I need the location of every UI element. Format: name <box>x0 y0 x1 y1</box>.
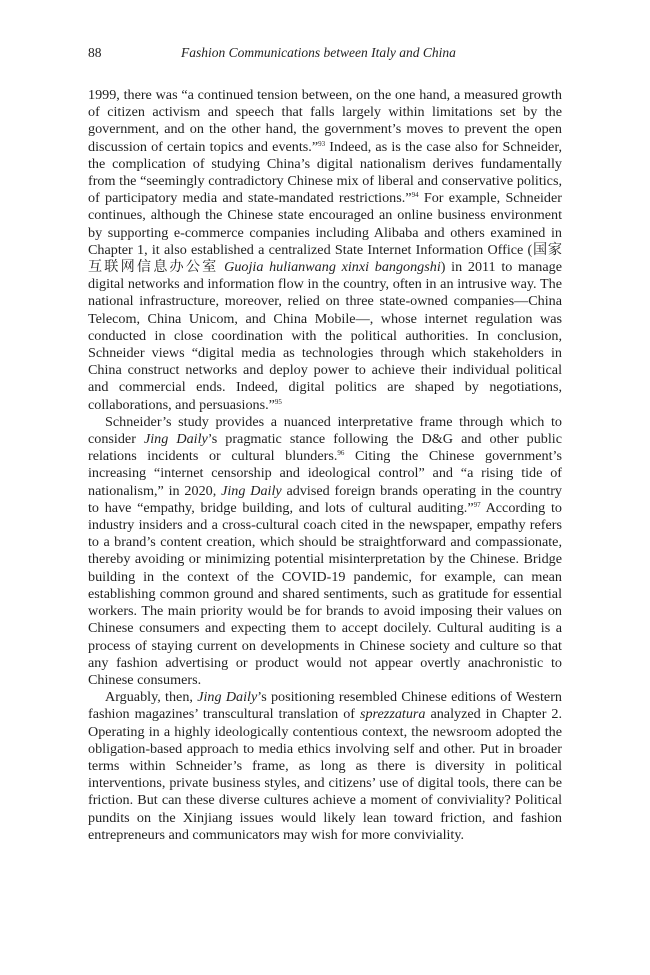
footnote-marker: 95 <box>274 397 282 406</box>
text-run: Arguably, then, <box>105 689 198 706</box>
text-run: Schneider’s study provides a nuanced interpretative frame through which to consider <box>88 413 562 448</box>
italic-text: sprezzatura <box>359 706 426 723</box>
paragraph <box>88 87 562 414</box>
text-run: According to industry insiders and a cross-cultural coach cited in the newspaper, empathy refers to a brand’s content creation, which should be straightforward and compassionate, thereby avoiding or minimizing potential misinterpretation by the Chinese. Bridge building in the context of the COVID-19 pandemic, for example, can mean establishing common ground and shared sentiments, such as gratitude for essential workers. The main priority would be for brands to avoid imposing their values on Chinese consumers and expecting them to accept docilely. Cultural auditing is a process of staying current on developments in Chinese society and culture so that any fashion advertising or product would not appear overtly anachronistic to Chinese consumers. <box>88 499 562 688</box>
body-text <box>88 87 562 844</box>
running-title: Fashion Communications between Italy and China <box>181 45 456 60</box>
text-run: ) in 2011 to manage digital networks and information flow in the country, often in an intrusive way. The national infrastructure, moreover, relied on three state-owned companies—China Telecom, China Unicom, and China Mobile—, whose internet regulation was conducted in close coordination with the political authorities. In conclusion, Schneider views “digital media as technologies through which stakeholders in China construct networks and deploy power to achieve their individual political and commercial ends. Indeed, digital politics are shaped by negotiations, collaborations, and persuasions.” <box>88 259 562 413</box>
text-run: 1999, there was “a continued tension between, on the one hand, a measured growth of citizen activism and speech that falls largely within limitations set by the government, and on the other hand, the government’s moves to prevent the open discussion of certain topics and events.” <box>88 87 562 155</box>
footnote-marker: 96 <box>337 449 345 458</box>
footnote-marker: 94 <box>411 191 419 200</box>
italic-text: Jing Daily <box>143 431 208 448</box>
text-run: ’s positioning resembled Chinese editions of Western fashion magazines’ transcultural translation of <box>88 689 562 723</box>
text-run: Indeed, as is the case also for Schneider, the complication of studying China’s digital nationalism derives fundamentally from the “seemingly contradictory Chinese mix of liberal and conservative politics, of participatory media and state-mandated restrictions.” <box>88 138 562 207</box>
italic-text: Guojia hulianwang xinxi bangongshi <box>224 259 441 276</box>
text-run: analyzed in Chapter 2. Operating in a highly ideologically contentious context, the newsroom adopted the obligation-based approach to media ethics involving self and other. Put in broader terms within Schneider’s frame, as long as there is diversity in political interventions, private business styles, and citizens’ use of digital tools, there can be friction. But can these diverse cultures achieve a moment of conviviality? Political pundits on the Xinjiang issues would likely lean toward friction, and fashion entrepreneurs and communicators may wish for more conviviality. <box>88 706 562 843</box>
text-run: ’s pragmatic stance following the D&G and other public relations incidents or cultural blunders. <box>88 431 562 465</box>
italic-text: Jing Daily <box>221 482 282 499</box>
italic-text: Jing Daily <box>197 689 258 706</box>
text-run: Citing the Chinese government’s increasing “internet censorship and ideological control” and “a rising tide of nationalism,” in 2020, <box>88 448 562 499</box>
paragraph <box>88 689 562 844</box>
page-number: 88 <box>88 45 102 60</box>
text-run: For example, Schneider continues, although the Chinese state encouraged an online business environment by supporting e-commerce companies including Alibaba and others examined in Chapter 1, it also established a centralized State Internet Information Office (国家互联网信息办公室 <box>88 190 562 276</box>
running-header <box>88 45 562 65</box>
paragraph <box>88 414 562 689</box>
footnote-marker: 93 <box>318 139 326 148</box>
text-run: advised foreign brands operating in the country to have “empathy, bridge building, and lots of cultural auditing.” <box>88 482 563 516</box>
footnote-marker: 97 <box>473 500 481 509</box>
